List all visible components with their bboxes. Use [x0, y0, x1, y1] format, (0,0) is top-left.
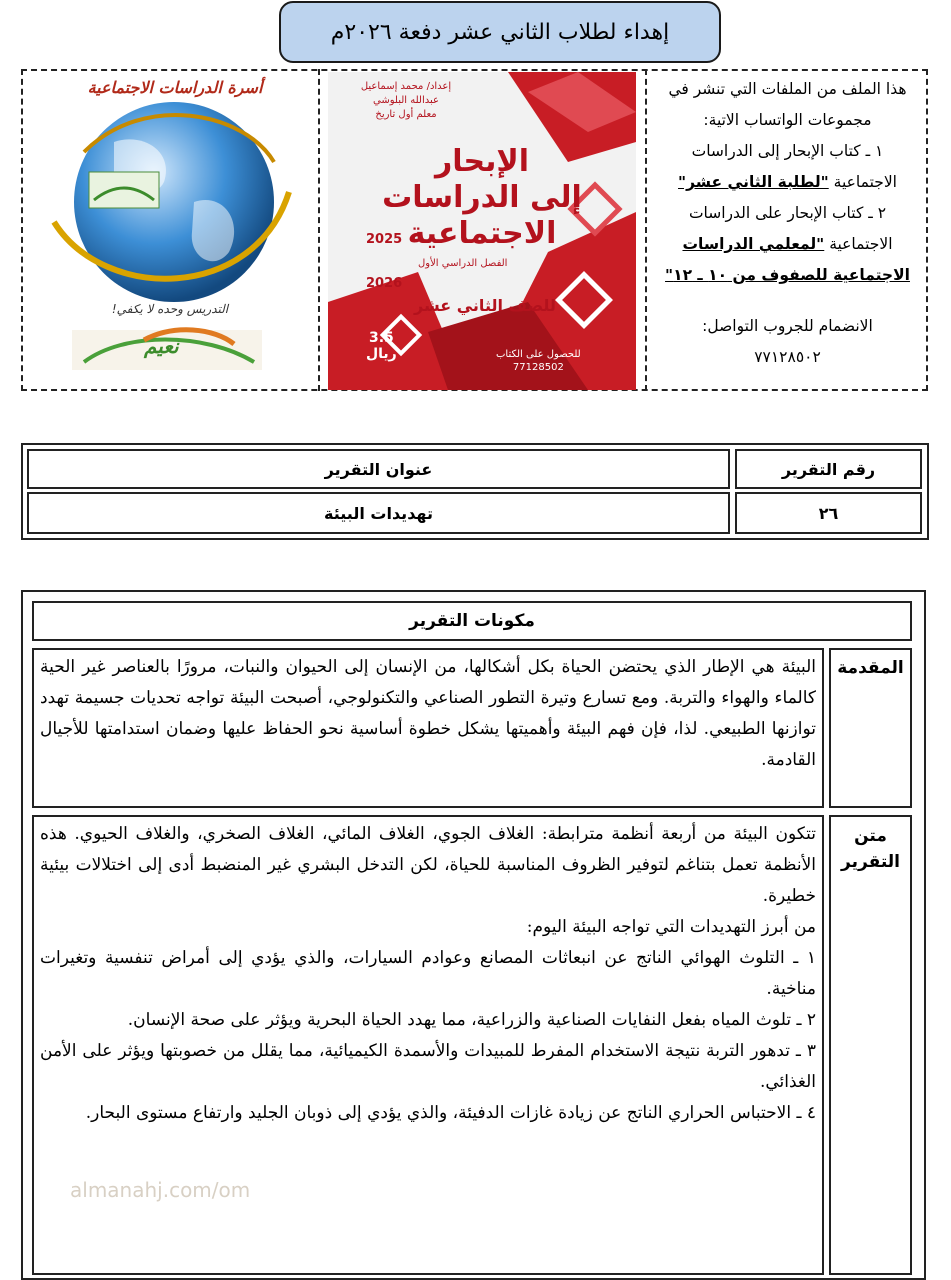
cover-price [366, 330, 397, 362]
header-label: رقم التقرير [781, 459, 876, 479]
cover-grade: للصف الثاني عشر [414, 296, 556, 315]
header-label: عنوان التقرير [324, 459, 433, 479]
book-cover [328, 72, 636, 390]
author-line: معلم أول تاريخ [375, 109, 437, 120]
components-header [32, 601, 912, 641]
group-teachers-link-cont[interactable]: الاجتماعية للصفوف من ١٠ ـ ١٢" [665, 266, 910, 284]
cover-year-1: 2025 [366, 232, 403, 247]
info-prefix: الاجتماعية [828, 173, 897, 191]
report-title-header [27, 449, 730, 489]
threat-item: ٣ ـ تدهور التربة نتيجة الاستخدام المفرط للمبيدات والأسمدة الكيميائية، مما يقلل من خصوبتها ويؤثر على الأمن الغذائي. [40, 1041, 816, 1092]
author-line: إعداد/ محمد إسماعيل [360, 81, 452, 92]
body-label-cell [829, 815, 912, 1275]
buy-label: للحصول على الكتاب [496, 349, 581, 360]
cover-title-line: الإبحار [434, 144, 530, 179]
price-value: 3.5 [368, 330, 394, 346]
info-prefix: الاجتماعية [824, 235, 893, 253]
intro-text: البيئة هي الإطار الذي يحتضن الحياة بكل أشكالها، من الإنسان إلى الحيوان والنبات، مرورًا بالعناصر غير الحية كالماء والهواء والتربة. ومع تسارع وتيرة التطور الصناعي والتكنولوجي، أصبحت البيئة تواجه تحديات جسيمة تهدد توازنها الطبيعي. لذا، فإن فهم البيئة وأهميتها يشكل خطوة أساسية نحو الحفاظ عليها وضمان استدامتها للأجيال القادمة. [40, 657, 816, 770]
threat-item: ١ ـ التلوث الهوائي الناتج عن انبعاثات المصانع وعوادم السيارات، والذي يؤدي إلى أمراض تنفسية وتغيرات مناخية. [40, 948, 816, 999]
logo-brand: نعيم [144, 334, 179, 358]
dedication-banner [279, 1, 721, 63]
logo-slogan: التدريس وحده لا يكفي! [111, 302, 229, 316]
group-students-link[interactable]: "لطلبة الثاني عشر" [678, 173, 829, 191]
report-title-cell [27, 492, 730, 534]
dedication-text: إهداء لطلاب الثاني عشر دفعة ٢٠٢٦م [330, 19, 670, 45]
cover-buy-info [496, 348, 581, 374]
info-line: ٢ ـ كتاب الإبحار على الدراسات [688, 204, 887, 222]
group-teachers-link[interactable]: "لمعلمي الدراسات [682, 235, 825, 253]
report-number-cell [735, 492, 922, 534]
body-paragraph: من أبرز التهديدات التي تواجه البيئة اليوم: [526, 917, 816, 937]
cover-title-line: إلى الدراسات [382, 180, 582, 215]
logo-title: أسرة الدراسات الاجتماعية [87, 78, 263, 97]
social-studies-logo [24, 72, 314, 388]
info-line: ١ ـ كتاب الإبحار إلى الدراسات [691, 142, 884, 160]
info-line [650, 229, 925, 260]
info-line: هذا الملف من الملفات التي تنشر في [668, 80, 907, 98]
header-divider [645, 69, 647, 391]
price-unit: ريال [366, 346, 397, 362]
header-divider [318, 69, 320, 391]
cover-author [336, 80, 476, 122]
info-line [650, 167, 925, 198]
body-label-line: التقرير [841, 852, 900, 872]
cover-year-2: 2026 [366, 276, 403, 291]
info-line: مجموعات الواتساب الاتية: [703, 111, 872, 129]
report-title: تهديدات البيئة [324, 503, 433, 523]
watermark-text: almanahj.com/om [70, 1178, 251, 1202]
components-title: مكونات التقرير [409, 611, 535, 631]
body-text [34, 817, 822, 1129]
author-line: عبدالله البلوشي [373, 95, 439, 106]
cover-semester: الفصل الدراسي الأول [418, 258, 508, 269]
report-number: ٢٦ [818, 503, 839, 523]
join-label: الانضمام للجروب التواصل: [702, 317, 873, 335]
whatsapp-info [650, 74, 925, 386]
body-label [841, 823, 900, 875]
threat-item: ٤ ـ الاحتباس الحراري الناتج عن زيادة غازات الدفيئة، والذي يؤدي إلى ذوبان الجليد وارتفاع مستوى البحار. [85, 1103, 816, 1123]
join-phone: ٧٧١٢٨٥٠٢ [754, 348, 821, 366]
intro-label: المقدمة [837, 658, 904, 678]
intro-label-cell [829, 648, 912, 808]
watermark [10, 1170, 270, 1250]
threat-item: ٢ ـ تلوث المياه بفعل النفايات الصناعية والزراعية، مما يهدد الحياة البحرية ويؤثر على صحة الإنسان. [127, 1010, 816, 1030]
cover-title-line: الاجتماعية [407, 216, 557, 251]
body-label-line: متن [854, 826, 887, 846]
report-number-header [735, 449, 922, 489]
buy-phone: 77128502 [512, 362, 564, 373]
body-paragraph: تتكون البيئة من أربعة أنظمة مترابطة: الغلاف الجوي، الغلاف المائي، الغلاف الصخري، والغلاف الحيوي. هذه الأنظمة تعمل بتناغم لتوفير الظروف المناسبة للحياة، لكن التدخل البشري غير المنضبط أدى إلى اختلالات بيئية خطيرة. [40, 824, 816, 906]
intro-text-cell [32, 648, 824, 808]
